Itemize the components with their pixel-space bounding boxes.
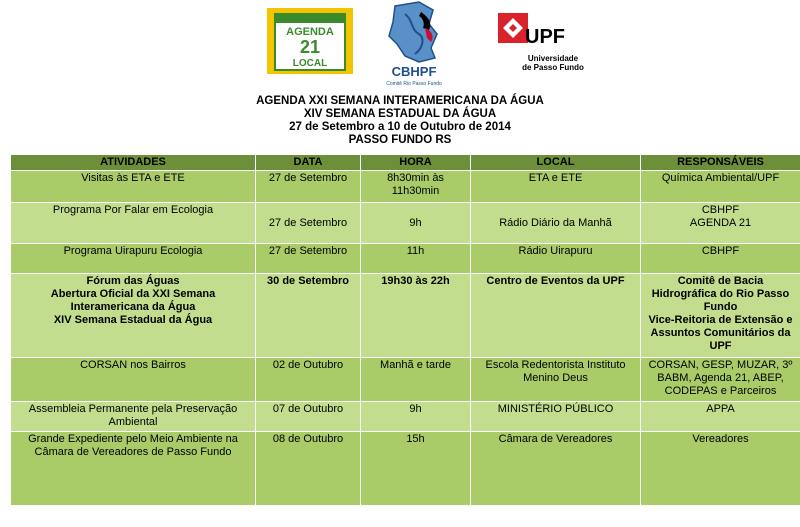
cell-responsaveis (641, 203, 800, 244)
cell-data (256, 203, 361, 244)
cell-hora: 9h (361, 402, 471, 432)
cell-data: 07 de Outubro (256, 402, 361, 432)
cell-data: 02 de Outubro (256, 358, 361, 402)
responsavel-line: AGENDA 21 (689, 217, 752, 229)
atividade-line: Fórum das Águas (86, 275, 180, 287)
header-atividades: ATIVIDADES (11, 155, 256, 171)
table-header-row (11, 155, 800, 171)
cell-data: 27 de Setembro (256, 171, 361, 203)
cell-responsaveis: Vereadores (641, 432, 800, 506)
cbhpf-name: CBHPF (391, 64, 437, 79)
upf-subtitle (522, 54, 584, 72)
cell-atividade: Visitas às ETA e ETE (11, 171, 256, 203)
cell-atividade: Assembleia Permanente pela Preservação Ambiental (11, 402, 256, 432)
cell-local: Câmara de Vereadores (471, 432, 641, 506)
cell-data: 30 de Setembro (256, 274, 361, 358)
table-row (11, 432, 800, 506)
cell-local (471, 203, 641, 244)
upf-logo (495, 7, 588, 77)
cbhpf-logo (375, 0, 453, 88)
agenda21-logo (267, 8, 353, 74)
cell-responsaveis: APPA (641, 402, 800, 432)
upf-subtitle-line2: de Passo Fundo (522, 63, 584, 72)
agenda-number: 21 (299, 37, 321, 57)
document-heading (0, 95, 800, 147)
cell-local: Centro de Eventos da UPF (471, 274, 641, 358)
agenda21-emblem (267, 8, 353, 74)
table-row (11, 171, 800, 203)
heading-line-3: 27 de Setembro a 10 de Outubro de 2014 (289, 121, 511, 133)
cell-hora (361, 203, 471, 244)
schedule-table (10, 154, 800, 506)
cell-local: ETA e ETE (471, 171, 641, 203)
cell-data: 08 de Outubro (256, 432, 361, 506)
cell-responsaveis: CBHPF (641, 244, 800, 274)
cell-responsaveis (641, 274, 800, 358)
heading-line-1: AGENDA XXI SEMANA INTERAMERICANA DA ÁGUA (256, 95, 544, 107)
cell-responsaveis: Química Ambiental/UPF (641, 171, 800, 203)
header-responsaveis: RESPONSÁVEIS (641, 155, 800, 171)
header-local: LOCAL (471, 155, 641, 171)
cell-atividade: Programa Por Falar em Ecologia (11, 203, 256, 244)
table-row (11, 402, 800, 432)
atividade-line: Abertura Oficial da XXI Semana Interamericana da Água (50, 288, 216, 313)
responsavel-line: Vice-Reitoria de Extensão e Assuntos Comunitários da UPF (648, 314, 793, 352)
upf-symbol-icon (498, 13, 528, 43)
upf-subtitle-line1: Universidade (527, 54, 579, 63)
agenda-local: LOCAL (292, 58, 328, 69)
header-data: DATA (256, 155, 361, 171)
table-row (11, 203, 800, 244)
cbhpf-emblem (375, 0, 453, 88)
cell-atividade: CORSAN nos Bairros (11, 358, 256, 402)
cell-local: MINISTÉRIO PÚBLICO (471, 402, 641, 432)
cell-responsaveis: CORSAN, GESP, MUZAR, 3º BABM, Agenda 21, ABEP, CODEPAS e Parceiros (641, 358, 800, 402)
cell-local: Escola Redentorista Instituto Menino Deus (471, 358, 641, 402)
cell-hora: 15h (361, 432, 471, 506)
cell-atividade: Programa Uirapuru Ecologia (11, 244, 256, 274)
cell-atividade (11, 274, 256, 358)
cell-local-text: Rádio Diário da Manhã (499, 217, 612, 229)
header-hora: HORA (361, 155, 471, 171)
cell-hora: 8h30min às 11h30min (361, 171, 471, 203)
cell-hora: 19h30 às 22h (361, 274, 471, 358)
cell-data-text: 27 de Setembro (268, 217, 348, 229)
cbhpf-caption: Comitê Rio Passo Fundo (386, 81, 442, 87)
cell-hora: Manhã e tarde (361, 358, 471, 402)
cell-hora: 11h (361, 244, 471, 274)
cell-data: 27 de Setembro (256, 244, 361, 274)
upf-acronym: UPF (525, 26, 565, 48)
agenda-word: AGENDA (286, 26, 334, 38)
responsavel-line: Comitê de Bacia Hidrográfica do Rio Passo Fundo (651, 275, 790, 313)
table-row (11, 358, 800, 402)
heading-line-4: PASSO FUNDO RS (348, 134, 452, 146)
table-row (11, 244, 800, 274)
cell-hora-text: 9h (409, 217, 422, 229)
table-row-featured (11, 274, 800, 358)
responsavel-line: CBHPF (701, 204, 740, 216)
heading-line-2: XIV SEMANA ESTADUAL DA ÁGUA (303, 108, 497, 120)
cell-atividade: Grande Expediente pelo Meio Ambiente na Câmara de Vereadores de Passo Fundo (11, 432, 256, 506)
atividade-line: XIV Semana Estadual da Água (53, 314, 213, 326)
cell-local: Rádio Uirapuru (471, 244, 641, 274)
